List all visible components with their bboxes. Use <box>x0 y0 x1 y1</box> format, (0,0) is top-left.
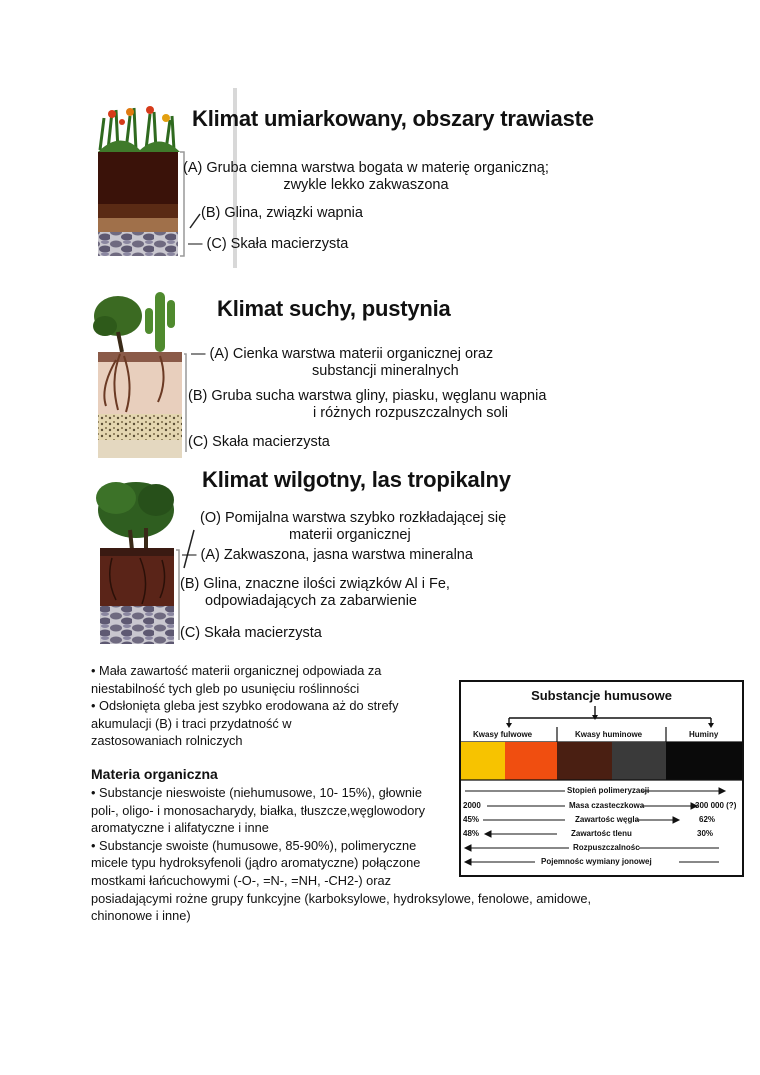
label-line: materii organicznej <box>289 527 411 543</box>
label-line: (B) Glina, znaczne ilości związków Al i Fe, <box>180 576 450 592</box>
note-line: posiadającymi rożne grupy funkcyjne (karboksylowe, hydroksylowe, fenolowe, amidowe, <box>91 890 592 906</box>
row-carbon-left: 45% <box>463 815 480 824</box>
note-line: aromatyczne i alifatyczne i inne <box>91 820 269 836</box>
row-mass-right: 300 000 (?) <box>695 801 737 810</box>
desert-soil-profile <box>93 292 186 458</box>
humus-diagram <box>459 680 744 877</box>
layer-o-label-tropical <box>200 510 506 544</box>
note-line: micele typu hydroksyfenoli (jądro aromatyczne) połączone <box>91 855 421 871</box>
note-line: zastosowaniach rolniczych <box>91 733 243 749</box>
swatch-brown <box>557 742 612 780</box>
note-line: • Odsłonięta gleba jest szybko erodowana aż do strefy <box>91 698 399 714</box>
row-solubility: Rozpuszczalnośc <box>573 843 640 852</box>
layer-a-label-desert <box>191 346 493 380</box>
swatch-orange <box>505 742 557 780</box>
label-line: i różnych rozpuszczalnych soli <box>313 405 509 421</box>
layer-a-label-temperate <box>183 160 549 194</box>
note-line: chinonowe i inne) <box>91 908 191 924</box>
label-line: — (A) Cienka warstwa materii organicznej oraz <box>191 346 494 362</box>
row-oxygen-right: 30% <box>697 829 714 838</box>
layer-b-label-tropical <box>180 576 450 610</box>
note-line: • Substancje nieswoiste (niehumusowe, 10- 15%), głownie <box>91 785 422 800</box>
humus-title: Substancje humusowe <box>531 688 672 703</box>
row-carbon-right: 62% <box>699 815 716 824</box>
label-line: (O) Pomijalna warstwa szybko rozkładającej się <box>200 510 507 526</box>
section-title-temperate: Klimat umiarkowany, obszary trawiaste <box>192 106 594 131</box>
organic-matter-heading: Materia organiczna <box>91 766 218 782</box>
swatch-yellow <box>461 742 505 780</box>
label-line: (A) Gruba ciemna warstwa bogata w materię organiczną; <box>183 160 549 176</box>
layer-b-label-desert <box>188 388 546 422</box>
col-humic-acids: Kwasy huminowe <box>575 730 643 739</box>
note-line: poli-, oligo- i monosacharydy, białka, tłuszcze,węglowodory <box>91 802 426 818</box>
tropical-soil-profile <box>96 482 194 644</box>
grass-flowers-illustration <box>98 106 180 152</box>
layer-b-label-temperate: (B) Glina, związki wapnia <box>201 205 363 221</box>
row-mass-left: 2000 <box>463 801 481 810</box>
col-fulvic-acids: Kwasy fulwowe <box>473 730 533 739</box>
label-line: substancji mineralnych <box>312 363 459 379</box>
row-mass: Masa czasteczkowa <box>569 801 645 810</box>
layer-c-label-desert: (C) Skała macierzysta <box>188 434 330 450</box>
label-line: odpowiadających za zabarwienie <box>205 593 417 609</box>
swatch-grey <box>612 742 666 780</box>
layer-a-label-tropical: — (A) Zakwaszona, jasna warstwa mineralna <box>182 547 473 563</box>
row-polymerization: Stopień polimeryzacji <box>567 786 650 795</box>
note-line: akumulacji (B) i traci przydatność w <box>91 715 292 731</box>
swatch-black <box>666 742 742 780</box>
layer-c-label-temperate: — (C) Skała macierzysta <box>188 236 349 252</box>
row-carbon: Zawartośc węgla <box>575 815 640 824</box>
note-line: • Substancje swoiste (humusowe, 85-90%), polimeryczne <box>91 837 417 853</box>
section-title-desert: Klimat suchy, pustynia <box>217 296 451 321</box>
desert-notes <box>91 662 451 750</box>
row-oxygen-left: 48% <box>463 829 480 838</box>
label-line: zwykle lekko zakwaszona <box>283 177 449 193</box>
note-line: niestabilność tych gleb po usunięciu roślinności <box>91 680 360 696</box>
label-line: (B) Gruba sucha warstwa gliny, piasku, węglanu wapnia <box>188 388 547 404</box>
note-line: mostkami łańcuchowymi (-O-, =N-, =NH, -CH2-) oraz <box>91 872 392 888</box>
layer-c-label-tropical: (C) Skała macierzysta <box>180 625 322 641</box>
note-line: • Mała zawartość materii organicznej odpowiada za <box>91 663 382 678</box>
row-oxygen: Zawartośc tlenu <box>571 829 632 838</box>
tropical-forest-illustration <box>96 482 174 550</box>
row-ion-exchange: Pojemnośc wymiany jonowej <box>541 857 652 866</box>
col-humins: Huminy <box>689 730 719 739</box>
desert-tree-cactus-illustration <box>93 292 175 352</box>
section-title-tropical: Klimat wilgotny, las tropikalny <box>202 467 511 492</box>
